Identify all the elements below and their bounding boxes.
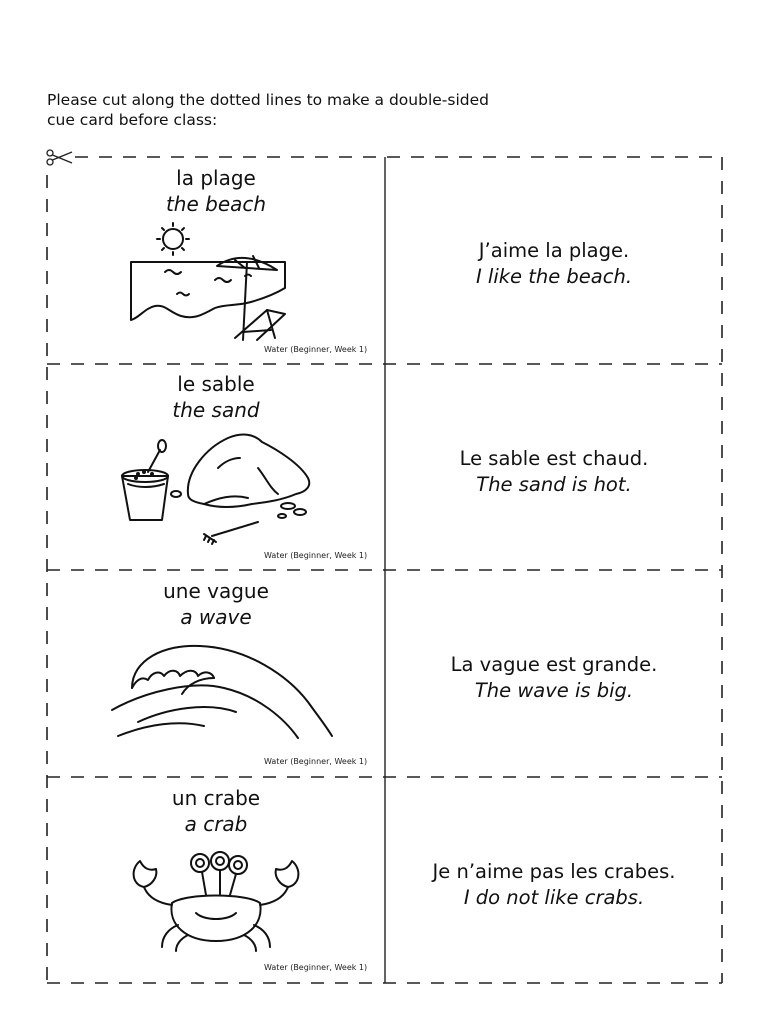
card-2-word-fr: le sable — [177, 372, 255, 396]
card-3-front — [48, 578, 384, 630]
card-1-back — [386, 238, 722, 290]
card-4-word-en: a crab — [184, 812, 248, 836]
sand-pile-bucket-icon — [108, 428, 318, 550]
card-3-word-fr: une vague — [163, 579, 269, 603]
scissors-icon — [47, 150, 72, 165]
card-4-footer: Water (Beginner, Week 1) — [264, 963, 368, 972]
beach-umbrella-icon — [125, 222, 305, 346]
card-3-sentence-fr: La vague est grande. — [450, 653, 658, 676]
card-1-word-en: the beach — [165, 192, 267, 216]
instructions-line-2: cue card before class: — [47, 111, 218, 129]
card-2-sentence-fr: Le sable est chaud. — [459, 447, 649, 470]
crab-icon — [128, 847, 304, 953]
card-1-word-fr: la plage — [176, 166, 256, 190]
card-4-sentence-fr: Je n’aime pas les crabes. — [432, 860, 676, 883]
card-2-sentence-en: The sand is hot. — [476, 473, 632, 496]
card-4-sentence-en: I do not like crabs. — [463, 886, 645, 909]
card-1-sentence-en: I like the beach. — [475, 265, 633, 288]
card-3-sentence-en: The wave is big. — [474, 679, 634, 702]
card-3-footer: Water (Beginner, Week 1) — [264, 757, 368, 766]
card-1-sentence-fr: J’aime la plage. — [478, 239, 630, 262]
card-2-back — [386, 446, 722, 498]
card-1-front — [48, 165, 384, 217]
card-4-word-fr: un crabe — [171, 786, 261, 810]
card-4-back — [386, 859, 722, 911]
card-1-footer: Water (Beginner, Week 1) — [264, 345, 368, 354]
card-2-front — [48, 371, 384, 423]
instructions-line-1: Please cut along the dotted lines to make a double-sided — [47, 91, 489, 109]
card-2-footer: Water (Beginner, Week 1) — [264, 551, 368, 560]
wave-icon — [108, 640, 338, 744]
card-3-back — [386, 652, 722, 704]
card-3-word-en: a wave — [180, 605, 252, 629]
card-4-front — [48, 785, 384, 837]
card-2-word-en: the sand — [172, 398, 260, 422]
